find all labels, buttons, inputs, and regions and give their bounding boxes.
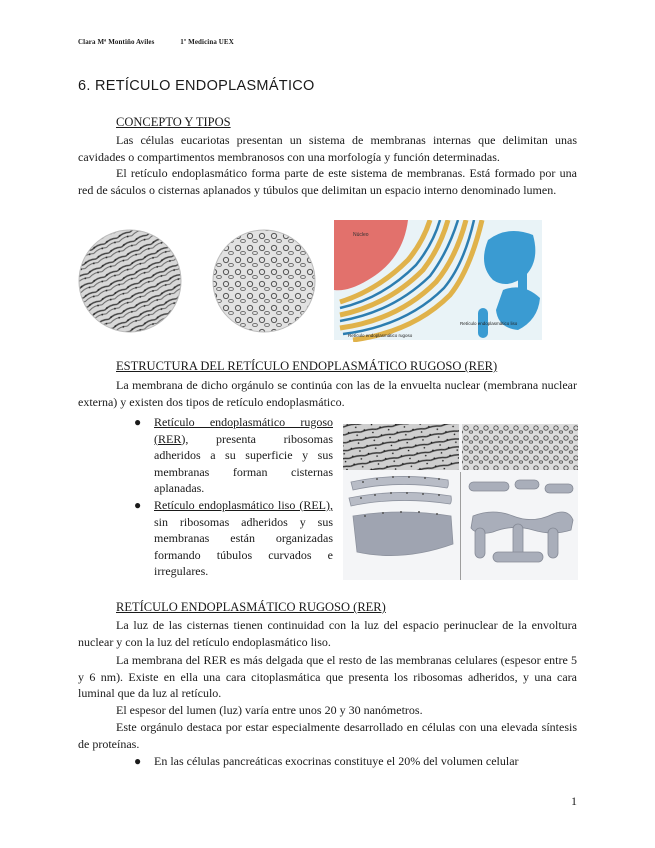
bullet-glyph: ● — [134, 754, 142, 768]
rer-description: presenta ribosomas adheridos a su superficie y sus membranas forman cisternas aplanadas. — [154, 431, 333, 496]
rel-description: sin ribosomas adheridos y sus membranas están organizadas formando túbulos curvados e irregulares. — [154, 514, 333, 579]
rer-micrograph — [79, 230, 181, 332]
bullet-glyph: ● — [134, 415, 142, 429]
header-course: 1º Medicina UEX — [180, 38, 234, 46]
er-types-list — [134, 414, 333, 580]
page-header — [78, 38, 234, 46]
paragraph: Las células eucariotas presentan un sistema de membranas internas que delimitan unas cavidades o compartimentos membranosos con una morfología y función determinadas. — [78, 133, 577, 164]
section-heading-estructura: ESTRUCTURA DEL RETÍCULO ENDOPLASMÁTICO RUGOSO (RER) — [116, 359, 498, 373]
rer-micrograph-small — [343, 424, 459, 470]
paragraph: El espesor del lumen (luz) varía entre unos 20 y 30 nanómetros. — [116, 703, 423, 717]
label-rer: Retículo endoplasmático rugoso — [348, 333, 413, 338]
section-heading-concepto: CONCEPTO Y TIPOS — [116, 115, 231, 129]
list-item-rer — [134, 414, 333, 497]
term-rer: Retículo endoplasmático rugoso (RER), — [154, 415, 333, 446]
rel-micrograph-small — [462, 424, 578, 470]
paragraph: La luz de las cisternas tienen continuidad con la luz del espacio perinuclear de la envoltura nuclear y con la luz del retículo endoplasmático liso. — [78, 618, 577, 649]
paragraph: La membrana del RER es más delgada que el resto de las membranas celulares (espesor entre 5 y 6 nm). Existe en ella una cara citoplasmática que presenta los ribosomas adheridos, y una cara luminal que da luz al retículo. — [78, 653, 577, 701]
document-title: 6. RETÍCULO ENDOPLASMÁTICO — [78, 78, 315, 94]
er-diagram — [334, 220, 542, 340]
pancreas-text: En las células pancreáticas exocrinas constituye el 20% del volumen celular — [154, 754, 519, 768]
list-item-rel — [134, 497, 333, 580]
header-author: Clara Mª Montiño Aviles — [78, 38, 155, 46]
paragraph: El retículo endoplasmático forma parte de este sistema de membranas. Está formado por una red de sáculos o cisternas aplanados y túbulos que delimitan un espacio interno denominado lumen. — [78, 166, 577, 197]
figure-rer-rel-comparison — [343, 424, 578, 580]
figure-er-micrographs — [78, 220, 578, 342]
label-nucleus: Núcleo — [353, 232, 369, 238]
term-rel: Retículo endoplasmático liso (REL), — [154, 497, 333, 512]
rel-micrograph — [213, 230, 315, 332]
bullet-glyph: ● — [134, 497, 142, 512]
page-number: 1 — [571, 794, 577, 808]
pancreas-bullet — [134, 754, 519, 769]
label-rel: Retículo endoplasmático liso — [460, 321, 518, 326]
paragraph: La membrana de dicho orgánulo se continúa con las de la envuelta nuclear (membrana nuclear externa) y existen dos tipos de retículo endoplasmático. — [78, 378, 577, 409]
section-heading-rer: RETÍCULO ENDOPLASMÁTICO RUGOSO (RER) — [116, 600, 386, 614]
paragraph: Este orgánulo destaca por estar especialmente desarrollado en células con una elevada síntesis de proteínas. — [78, 720, 577, 751]
